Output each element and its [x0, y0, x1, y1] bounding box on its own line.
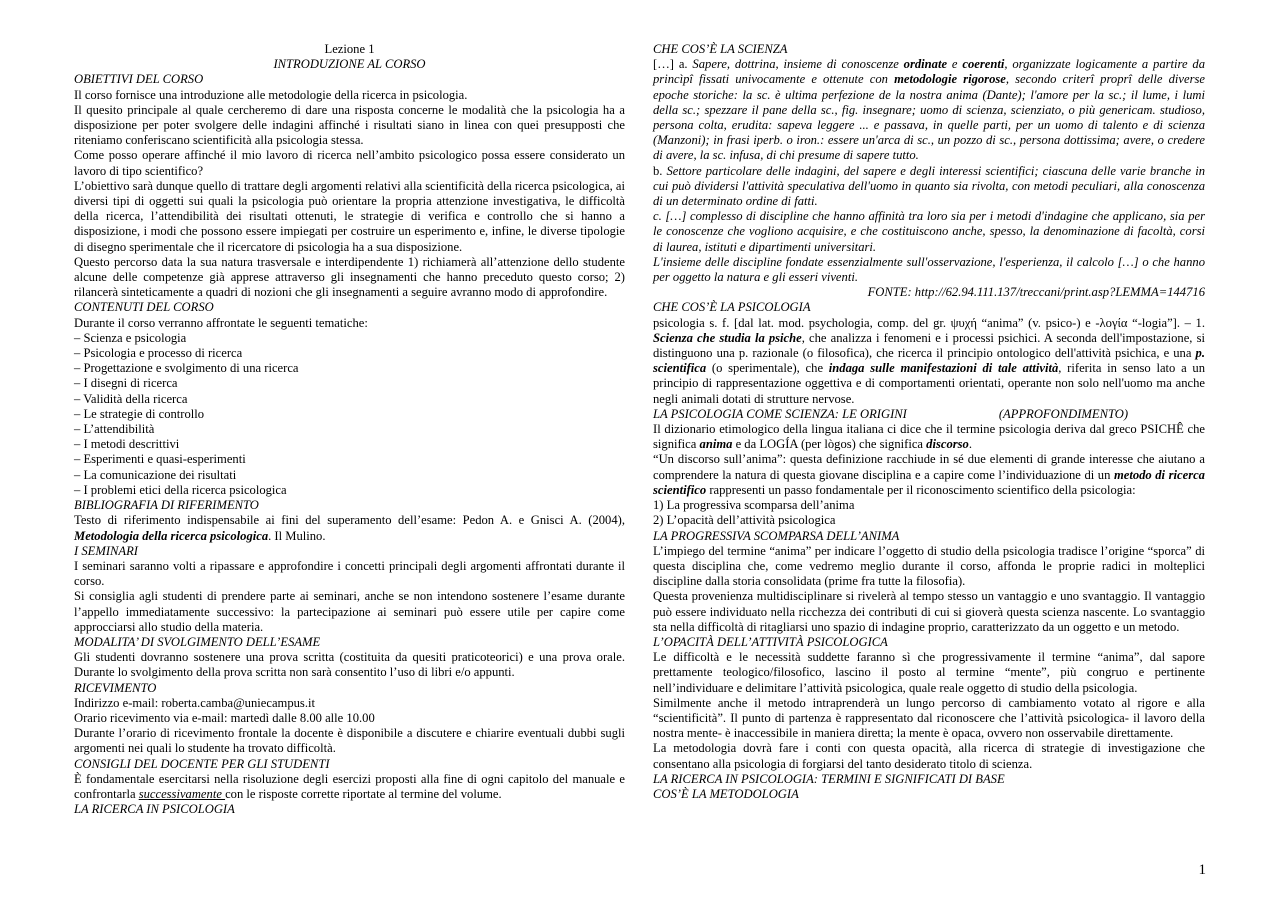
bold-term: p. scientifica — [653, 346, 1205, 376]
bibliography-paragraph — [74, 513, 625, 543]
heading-scomparsa: LA PROGRESSIVA SCOMPARSA DELL’ANIMA — [653, 528, 900, 543]
paragraph: I seminari saranno volti a ripassare e approfondire i concetti principali degli argomenti affrontati durante il corso. — [74, 558, 625, 589]
bold-term: ordinate — [903, 57, 948, 72]
heading-contenuti: CONTENUTI DEL CORSO — [74, 300, 214, 315]
list-item: – Le strategie di controllo — [74, 406, 205, 421]
list-item: – I problemi etici della ricerca psicologica — [74, 482, 287, 497]
def-text: , secondo criterî proprî delle diverse epoche storiche: la sc. è ultima perfezione de la nostra anima (Dante); l'amore per la sc.; il lume, i lumi della sc.; spezzare il pane della sc., fig. insegnare; uomo di scienza, scienziato, o più genericam. studioso, persona colta, erudita: sapeva leggere ... e passava, in quelle parti, per un uomo di talento e di scienza (Manzoni); in frasi iperb. o iron.: essere un'arca di sc., un pozzo di sc., persona dottissima; avere, o credere di avere, la sc. infusa, di chi presume di sapere tutto. — [653, 72, 1206, 163]
right-column — [653, 42, 1205, 802]
def-text: Settore particolare delle indagini, del sapere e degli interessi scientifici; ciascuna delle varie branche in cui può dividersi l'attività speculativa dell'uomo in quanto sia rivolta, con metodi peculiari, alla conoscenza di un determinato ordine di fatti. — [653, 163, 1205, 209]
heading-opacita: L’OPACITÀ DELL’ATTIVITÀ PSICOLOGICA — [653, 634, 888, 649]
underlined-word: successivamente — [138, 786, 226, 801]
advice-paragraph — [74, 772, 625, 802]
paragraph: Le difficoltà e le necessità suddette faranno sì che progressivamente il termine “anima”, dal sapore prettamente teologico/filosofico, lascino il posto al termine “mente”, più congruo e pertinente nell’individuare e delimitare l’attività psicologica, quale reale oggetto di studio della psicologia. — [653, 650, 1205, 695]
paragraph: Il corso fornisce una introduzione alle metodologie della ricerca in psicologia. — [74, 87, 468, 102]
list-item: – L’attendibilità — [74, 422, 155, 437]
bold-term: anima — [699, 437, 733, 452]
heading-consigli: CONSIGLI DEL DOCENTE PER GLI STUDENTI — [74, 756, 330, 771]
paragraph: Il quesito principale al quale cercheremo di dare una risposta concerne le modalità che la psicologia ha a disposizione per poter svolgere delle indagini affinché i risultati siano in linea con quei presupposti che riteniamo conferiscano scientificità alla psicologia stessa. — [74, 102, 625, 148]
list-item: – Esperimenti e quasi-esperimenti — [74, 452, 246, 467]
heading-origini — [653, 407, 1205, 422]
list-item: – La comunicazione dei risultati — [74, 467, 237, 482]
book-title: Metodologia della ricerca psicologica — [74, 528, 269, 543]
bold-term: metodo di ricerca scientifico — [653, 467, 1205, 497]
paragraph: Si consiglia agli studenti di prendere parte ai seminari, anche se non intendono sostenere l’esame durante l’appello immediatamente successivo: la partecipazione ai seminari può essere utile per capire come approcciarsi allo studio della materia. — [74, 589, 625, 634]
bold-term: discorso — [926, 437, 969, 452]
def-text: , organizzate logicamente a partire da princìpî fissati univocamente e ottenute con — [653, 57, 1205, 87]
heading-seminari: I SEMINARI — [74, 543, 138, 558]
text: Il dizionario etimologico della lingua italiana ci dice che il termine psicologia deriva dal greco PSICHÊ che significa — [653, 422, 1205, 452]
definition-c: c. […] complesso di discipline che hanno affinità tra loro sia per i metodi d'indagine che applicano, sia per le conoscenze che vogliono acquisire, e che costituiscono anche, spesso, la denominazione di facoltà, corsi di laurea, istituti e dipartimenti universitari. — [653, 209, 1205, 254]
definition-b — [653, 164, 1205, 210]
heading-origini-text: LA PSICOLOGIA COME SCIENZA: LE ORIGINI — [653, 406, 907, 421]
heading-bibliografia: BIBLIOGRAFIA DI RIFERIMENTO — [74, 498, 259, 513]
def-marker: […] a. — [653, 57, 693, 72]
def-text: , riferita in senso lato a un principio di rappresentazione oggettiva e di comportamenti orientati, operante non solo nell'uomo ma anche negli animali dotati di strutture nervose. — [653, 361, 1205, 406]
text: e da LOGÍA (per lògos) che significa — [732, 437, 927, 452]
page-number: 1 — [1198, 862, 1206, 878]
def-text: (o sperimentale), che — [706, 361, 829, 376]
email-line: Indirizzo e-mail: roberta.camba@uniecampus.it — [74, 695, 315, 710]
def-text: Sapere, dottrina, insieme di conoscenze — [692, 57, 904, 72]
def-marker: b. — [653, 163, 667, 178]
paragraph: Durante il corso verranno affrontate le seguenti tematiche: — [74, 315, 368, 330]
text: rappresenti un passo fondamentale per il riconoscimento scientifico della psicologia: — [706, 482, 1136, 497]
bold-term: metodologie rigorose — [894, 72, 1006, 87]
heading-metodologia: COS’È LA METODOLOGIA — [653, 786, 799, 801]
heading-modalita: MODALITA’ DI SVOLGIMENTO DELL’ESAME — [74, 634, 321, 649]
bibliography-text: Testo di riferimento indispensabile ai fini del superamento dell’esame: Pedon A. e Gnisci A. (2004), — [74, 513, 625, 528]
bibliography-publisher: . Il Mulino. — [268, 528, 326, 543]
office-hours: Orario ricevimento via e-mail: martedì dalle 8.00 alle 10.00 — [74, 710, 375, 725]
paragraph: Questa provenienza multidisciplinare si rivelerà al tempo stesso un vantaggio e uno svantaggio. Il vantaggio può essere individuato nella ricchezza dei contributi di cui si gioverà questa scienza nascente. Lo svantaggio sta nella difficoltà di ritagliarsi uno spazio di indagine proprio, caratterizzato da un oggetto e un metodo. — [653, 589, 1205, 634]
bold-term: coerenti — [962, 57, 1005, 72]
text: “Un discorso sull’anima”: questa definizione racchiude in sé due elementi di grande interesse che aiutano a comprendere la natura di questa giovane disciplina e a capire come l’individuazione di un — [653, 452, 1205, 482]
definition-insieme: L'insieme delle discipline fondate essenzialmente sull'osservazione, l'esperienza, il calcolo […] o che hanno per oggetto la natura e gli esseri viventi. — [653, 254, 1205, 285]
list-item: 2) L’opacità dell’attività psicologica — [653, 513, 836, 528]
paragraph: L’obiettivo sarà dunque quello di trattare degli argomenti relativi alla scientificità della ricerca psicologica, ai diversi tipi di oggetti sui quali la psicologia può orientare la propria attenzione investigativa, le difficoltà della ricerca, l’attendibilità dei risultati ottenuti, le strategie di verifica e controllo che si hanno a disposizione, i modi che possono essere impiegati per costruire un esperimento e, infine, le diverse tipologie di disegno sperimentale che il ricercatore di psicologia ha a sua disposizione. — [74, 178, 625, 254]
definition-a — [653, 57, 1205, 163]
paragraph: La metodologia dovrà fare i conti con questa opacità, alla ricerca di strategie di investigazione che consentano alla psicologia di forgiarsi del tanto desiderato titolo di scienza. — [653, 741, 1205, 771]
source-reference: FONTE: http://62.94.111.137/treccani/print.asp?LEMMA=144716 — [867, 285, 1205, 300]
heading-ricevimento: RICEVIMENTO — [74, 680, 157, 695]
bold-term: Scienza che studia la psiche — [653, 330, 802, 345]
heading-psicologia: CHE COS’È LA PSICOLOGIA — [653, 300, 811, 315]
heading-obiettivi: OBIETTIVI DEL CORSO — [74, 72, 204, 87]
paragraph-dizionario — [653, 422, 1205, 452]
advice-text: È fondamentale esercitarsi nella risoluzione degli esercizi proposti alla fine di ogni capitolo del manuale e confrontarla — [74, 771, 625, 801]
list-item: – I disegni di ricerca — [74, 376, 178, 391]
advice-text-end: con le risposte corrette riportate al termine del volume. — [225, 786, 502, 801]
list-item: – I metodi descrittivi — [74, 437, 180, 452]
list-item: 1) La progressiva scomparsa dell’anima — [653, 498, 855, 513]
course-title: INTRODUZIONE AL CORSO — [273, 57, 426, 72]
list-item: – Scienza e psicologia — [74, 330, 187, 345]
list-item: – Progettazione e svolgimento di una ricerca — [74, 361, 299, 376]
definition-psicologia — [653, 316, 1205, 407]
paragraph: Similmente anche il metodo intraprenderà un lungo percorso di cambiamento votato al rigore e alla “scientificità”. Il punto di partenza è rappresentato dal riconoscere che l’attività psicologica- il lavoro della nostra mente- è inaccessibile in maniera diretta; la mente è opaca, ovvero non osservabile direttamente. — [653, 695, 1205, 741]
def-text: psicologia s. f. [dal lat. mod. psychologia, comp. del gr. ψυχή “anima” (v. psico-) e -λογία “-logia”]. – 1. — [653, 315, 1205, 330]
heading-scienza: CHE COS’È LA SCIENZA — [653, 42, 788, 56]
paragraph: L’impiego del termine “anima” per indicare l’oggetto di studio della psicologia tradisce l’origine “sporca” di questa disciplina che, come vedremo meglio durante il corso, affonda le proprie radici in molteplici discipline dalla storia consolidata (prime fra tutte la filosofia). — [653, 543, 1205, 589]
paragraph: Durante l’orario di ricevimento frontale la docente è disponibile a discutere e chiarire eventuali dubbi sugli argomenti nei quali lo studente ha trovato difficoltà. — [74, 726, 625, 756]
paragraph: Questo percorso data la sua natura trasversale e interdipendente 1) richiamerà all’attenzione dello studente alcune delle competenze già apprese attraverso gli insegnamenti che hanno preceduto questo corso; 2) rilancerà sinteticamente a quadri di nozioni che gli insegnamenti a seguire avranno modo di approfondire. — [74, 254, 625, 300]
left-column — [74, 42, 625, 817]
lesson-number: Lezione 1 — [324, 42, 375, 56]
def-text: e — [947, 57, 963, 72]
text: . — [968, 437, 973, 452]
heading-termini: LA RICERCA IN PSICOLOGIA: TERMINI E SIGNIFICATI DI BASE — [653, 771, 1005, 786]
heading-ricerca: LA RICERCA IN PSICOLOGIA — [74, 802, 235, 817]
list-item: – Psicologia e processo di ricerca — [74, 346, 243, 361]
bold-term: indaga sulle manifestazioni di tale attività — [828, 361, 1059, 376]
list-item: – Validità della ricerca — [74, 391, 188, 406]
heading-approfondimento: (APPROFONDIMENTO) — [998, 406, 1129, 421]
paragraph: Gli studenti dovranno sostenere una prova scritta (costituita da quesiti praticoteorici) e una prova orale. Durante lo svolgimento della prova scritta non sarà consentito l’uso di libri e/o appunti. — [74, 650, 625, 680]
def-text: , che analizza i fenomeni e i processi psichici. A seconda dell'impostazione, si distinguono una p. razionale (o filosofica), che ricerca il principio ontologico dell'attività psichica, e una — [653, 330, 1205, 361]
paragraph-discorso — [653, 452, 1205, 498]
paragraph: Come posso operare affinché il mio lavoro di ricerca nell’ambito psicologico possa essere considerato un lavoro di tipo scientifico? — [74, 148, 625, 178]
